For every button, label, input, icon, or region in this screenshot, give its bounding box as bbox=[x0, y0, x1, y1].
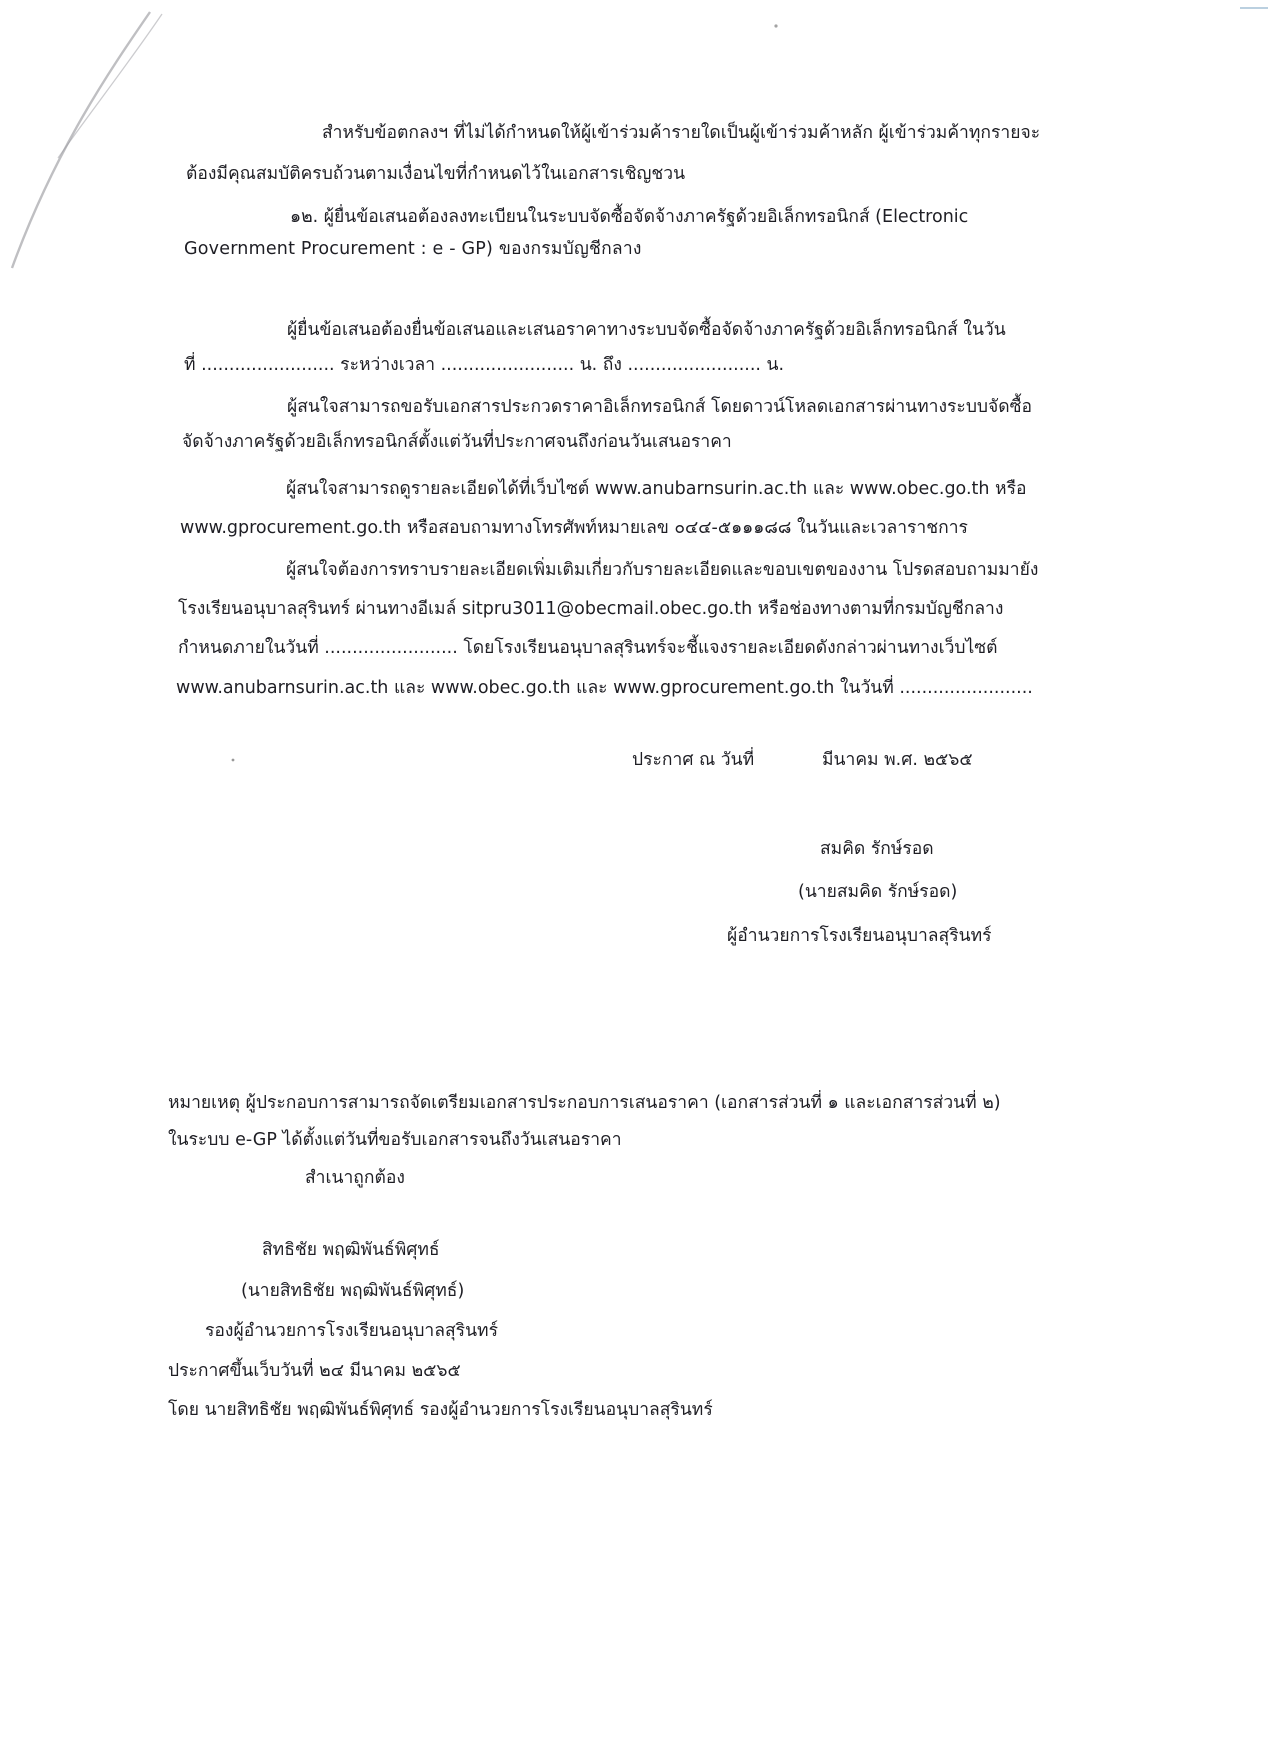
submission-paragraph-line-2: ที่ ........................ ระหว่างเวลา ........................ น. ถึง ........................ น. bbox=[184, 355, 785, 375]
inquiry-paragraph-line-3: กำหนดภายในวันที่ ........................ โดยโรงเรียนอนุบาลสุรินทร์จะชี้แจงรายละเอียดดังกล่าวผ่านทางเว็บไซต์ bbox=[178, 638, 998, 658]
website-paragraph-line-2: www.gprocurement.go.th หรือสอบถามทางโทรศัพท์หมายเลข ๐๔๔-๕๑๑๑๘๘ ในวันและเวลาราชการ bbox=[180, 518, 968, 538]
item-12-line-2: Government Procurement : e - GP) ของกรมบัญชีกลาง bbox=[184, 239, 642, 259]
item-12-line-1: ๑๒. ผู้ยื่นข้อเสนอต้องลงทะเบียนในระบบจัดซื้อจัดจ้างภาครัฐด้วยอิเล็กทรอนิกส์ (Electronic bbox=[290, 207, 969, 227]
web-post-by: โดย นายสิทธิชัย พฤฒิพันธ์พิศุทธ์ รองผู้อำนวยการโรงเรียนอนุบาลสุรินทร์ bbox=[168, 1400, 713, 1420]
download-paragraph-line-1: ผู้สนใจสามารถขอรับเอกสารประกวดราคาอิเล็กทรอนิกส์ โดยดาวน์โหลดเอกสารผ่านทางระบบจัดซื้อ bbox=[287, 397, 1033, 417]
web-post-date: ประกาศขึ้นเว็บวันที่ ๒๔ มีนาคม ๒๕๖๕ bbox=[168, 1361, 461, 1381]
remark-line-2: ในระบบ e-GP ได้ตั้งแต่วันที่ขอรับเอกสารจนถึงวันเสนอราคา bbox=[168, 1130, 622, 1150]
announce-date-label: ประกาศ ณ วันที่ bbox=[632, 750, 755, 770]
certified-signature: สิทธิชัย พฤฒิพันธ์พิศุทธ์ bbox=[262, 1240, 440, 1260]
website-paragraph-line-1: ผู้สนใจสามารถดูรายละเอียดได้ที่เว็บไซต์ www.anubarnsurin.ac.th และ www.obec.go.th หรือ bbox=[286, 479, 1027, 499]
inquiry-paragraph-line-1: ผู้สนใจต้องการทราบรายละเอียดเพิ่มเติมเกี่ยวกับรายละเอียดและขอบเขตของงาน โปรดสอบถามมายัง bbox=[286, 560, 1039, 580]
inquiry-paragraph-line-2: โรงเรียนอนุบาลสุรินทร์ ผ่านทางอีเมล์ sitpru3011@obecmail.obec.go.th หรือช่องทางตามที่กรมบัญชีกลาง bbox=[178, 599, 1004, 619]
eligibility-paragraph-line-1: สำหรับข้อตกลงฯ ที่ไม่ได้กำหนดให้ผู้เข้าร่วมค้ารายใดเป็นผู้เข้าร่วมค้าหลัก ผู้เข้าร่วมค้าทุกรายจะ bbox=[322, 123, 1041, 143]
director-signature: สมคิด รักษ์รอด bbox=[820, 839, 934, 859]
inquiry-paragraph-line-4: www.anubarnsurin.ac.th และ www.obec.go.th และ www.gprocurement.go.th ในวันที่ ........................ bbox=[176, 678, 1033, 698]
certified-name: (นายสิทธิชัย พฤฒิพันธ์พิศุทธ์) bbox=[241, 1281, 465, 1301]
certified-copy-title: สำเนาถูกต้อง bbox=[305, 1168, 405, 1188]
download-paragraph-line-2: จัดจ้างภาครัฐด้วยอิเล็กทรอนิกส์ตั้งแต่วันที่ประกาศจนถึงก่อนวันเสนอราคา bbox=[182, 432, 732, 452]
eligibility-paragraph-line-2: ต้องมีคุณสมบัติครบถ้วนตามเงื่อนไขที่กำหนดไว้ในเอกสารเชิญชวน bbox=[186, 164, 686, 184]
director-name: (นายสมคิด รักษ์รอด) bbox=[798, 882, 958, 902]
submission-paragraph-line-1: ผู้ยื่นข้อเสนอต้องยื่นข้อเสนอและเสนอราคาทางระบบจัดซื้อจัดจ้างภาครัฐด้วยอิเล็กทรอนิกส์ ในวัน bbox=[287, 320, 1006, 340]
certified-position: รองผู้อำนวยการโรงเรียนอนุบาลสุรินทร์ bbox=[205, 1321, 498, 1341]
director-position: ผู้อำนวยการโรงเรียนอนุบาลสุรินทร์ bbox=[727, 926, 992, 946]
announce-date-value: มีนาคม พ.ศ. ๒๕๖๕ bbox=[822, 750, 973, 770]
remark-line-1: หมายเหตุ ผู้ประกอบการสามารถจัดเตรียมเอกสารประกอบการเสนอราคา (เอกสารส่วนที่ ๑ และเอกสารส่วนที่ ๒) bbox=[168, 1093, 1001, 1113]
